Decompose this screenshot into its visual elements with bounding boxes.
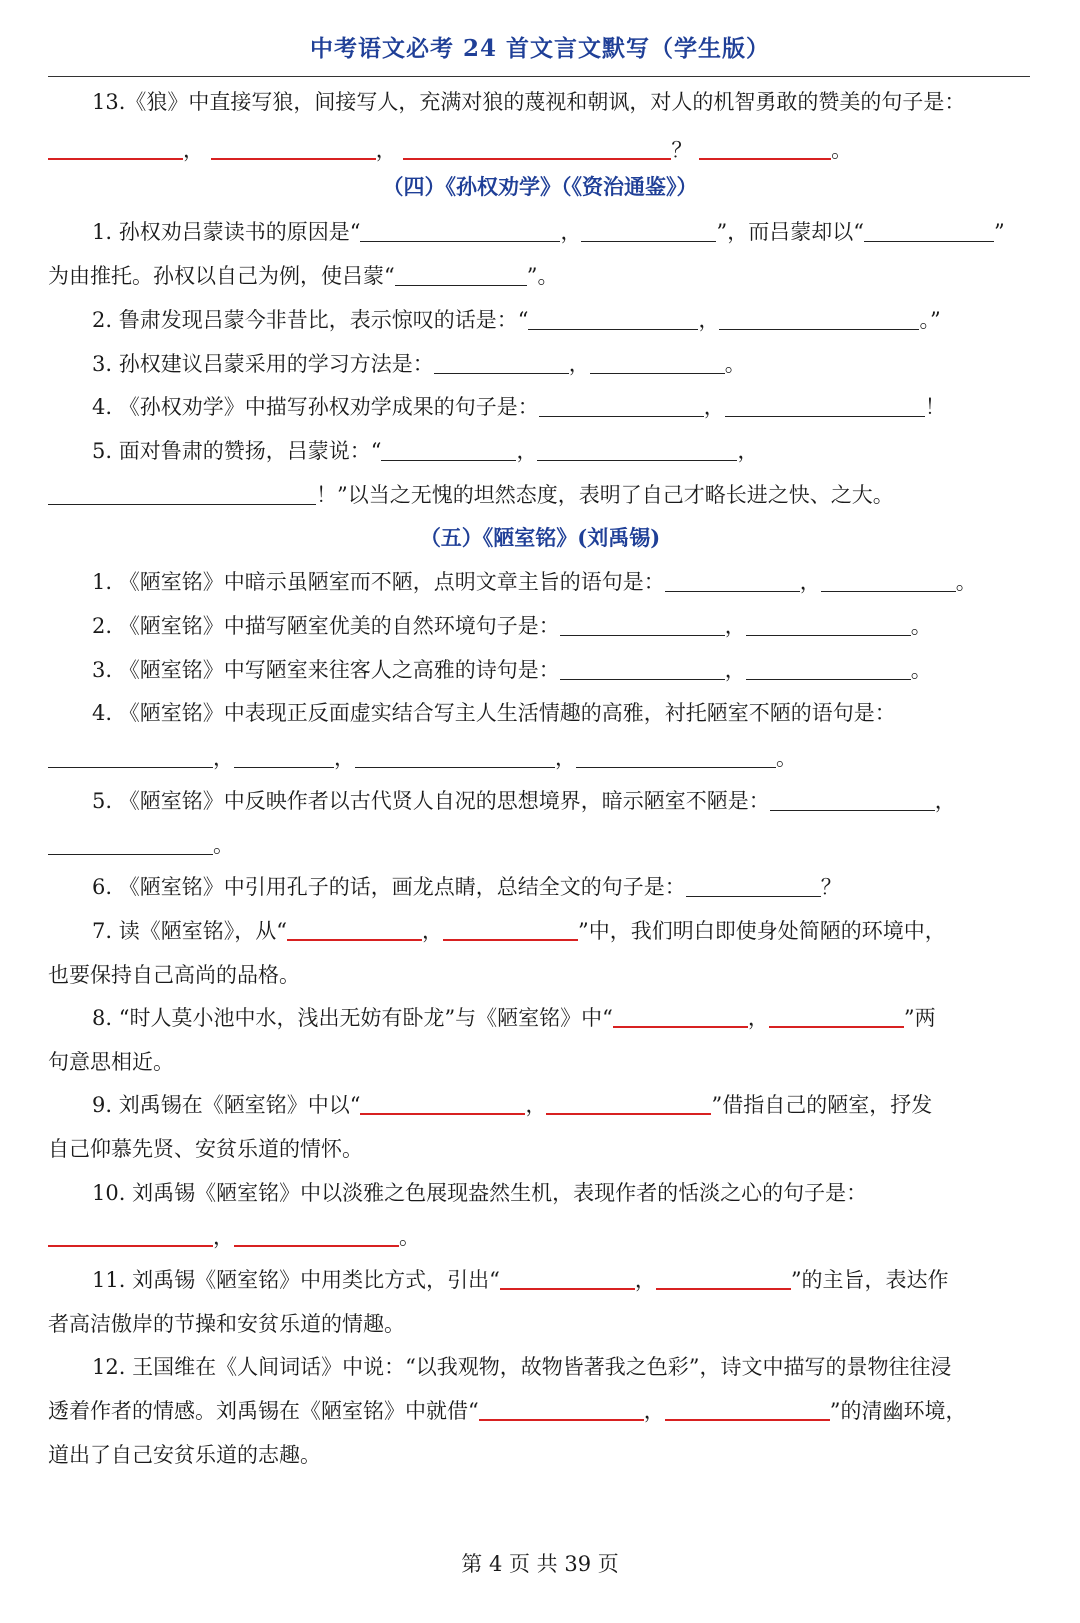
answer-blank[interactable] — [769, 1004, 904, 1028]
s5-question-7-cont: 也要保持自己高尚的品格。 — [48, 963, 300, 987]
s4-question-4: 4. 《孙权劝学》中描写孙权劝学成果的句子是： ， ！ — [92, 395, 946, 419]
answer-blank[interactable] — [746, 657, 911, 680]
answer-blank[interactable] — [355, 745, 555, 768]
answer-blank[interactable] — [725, 394, 925, 417]
s5-question-9: 9. 刘禹锡在《陋室铭》中以“ ， ”借指自己的陋室，抒发 — [92, 1093, 933, 1117]
s5-question-6: 6. 《陋室铭》中引用孔子的话，画龙点睛，总结全文的句子是： ？ — [92, 875, 842, 899]
question-number: 13. — [92, 90, 126, 114]
answer-blank[interactable] — [528, 307, 698, 330]
answer-blank[interactable] — [211, 136, 376, 160]
answer-blank[interactable] — [48, 1223, 213, 1247]
answer-blank[interactable] — [590, 351, 725, 374]
answer-blank[interactable] — [360, 1091, 525, 1115]
answer-blank[interactable] — [234, 1223, 399, 1247]
answer-blank[interactable] — [403, 136, 671, 160]
s5-question-9-cont: 自己仰慕先贤、安贫乐道的情怀。 — [48, 1137, 363, 1161]
question-13-answers: ， ， ？ 。 — [48, 135, 1038, 165]
s5-question-10-answers: ， 。 — [48, 1222, 1038, 1252]
s5-question-11-cont: 者高洁傲岸的节操和安贫乐道的情趣。 — [48, 1312, 405, 1336]
answer-blank[interactable] — [539, 394, 704, 417]
s5-question-12-end: 道出了自己安贫乐道的志趣。 — [48, 1443, 321, 1467]
answer-blank[interactable] — [665, 569, 800, 592]
page-number-footer: 第 4 页 共 39 页 — [461, 1552, 619, 1576]
answer-blank[interactable] — [686, 874, 821, 897]
s5-question-8-cont: 句意思相近。 — [48, 1050, 174, 1074]
question-text: 《狼》中直接写狼，间接写人，充满对狼的蔑视和朝讽，对人的机智勇敢的赞美的句子是： — [125, 90, 966, 114]
answer-blank[interactable] — [287, 917, 422, 941]
answer-blank[interactable] — [360, 219, 560, 242]
answer-blank[interactable] — [560, 613, 725, 636]
answer-blank[interactable] — [613, 1004, 748, 1028]
answer-blank[interactable] — [864, 219, 994, 242]
s4-question-3: 3. 孙权建议吕蒙采用的学习方法是： ， 。 — [92, 352, 746, 376]
answer-blank[interactable] — [719, 307, 919, 330]
answer-blank[interactable] — [48, 832, 213, 855]
s5-question-4-answers: ， ， ， 。 — [48, 743, 1038, 773]
s5-question-1: 1. 《陋室铭》中暗示虽陋室而不陋，点明文章主旨的语句是： ， 。 — [92, 570, 977, 594]
s5-question-8: 8. “时人莫小池中水，浅出无妨有卧龙”与《陋室铭》中“ ， ”两 — [92, 1006, 936, 1030]
answer-blank[interactable] — [546, 1091, 711, 1115]
answer-blank[interactable] — [395, 263, 527, 286]
s5-question-3: 3. 《陋室铭》中写陋室来往客人之高雅的诗句是： ， 。 — [92, 658, 932, 682]
s5-question-5: 5. 《陋室铭》中反映作者以古代贤人自况的思想境界，暗示陋室不陋是： ， — [92, 789, 956, 813]
s5-question-4: 4. 《陋室铭》中表现正反面虚实结合写主人生活情趣的高雅，衬托陋室不陋的语句是： — [92, 701, 896, 725]
answer-blank[interactable] — [443, 917, 578, 941]
answer-blank[interactable] — [821, 569, 956, 592]
answer-blank[interactable] — [234, 745, 334, 768]
answer-blank[interactable] — [656, 1266, 791, 1290]
s4-question-2: 2. 鲁肃发现吕蒙今非昔比，表示惊叹的话是：“ ， 。” — [92, 308, 941, 332]
header-divider — [48, 76, 1030, 77]
s4-question-1-cont: 为由推托。孙权以自己为例，使吕蒙“ ”。 — [48, 264, 559, 288]
section-5-title: （五）《陋室铭》(刘禹锡) — [419, 525, 661, 550]
answer-blank[interactable] — [581, 219, 716, 242]
s4-question-5-cont: ！”以当之无愧的坦然态度，表明了自己才略长进之快、之大。 — [48, 480, 1038, 510]
s4-question-5: 5. 面对鲁肃的赞扬，吕蒙说：“ ， ， — [92, 439, 759, 463]
s5-question-12-cont: 透着作者的情感。刘禹锡在《陋室铭》中就借“ ， ”的清幽环境， — [48, 1399, 967, 1423]
s5-question-7: 7. 读《陋室铭》，从“ ， ”中，我们明白即使身处简陋的环境中， — [92, 919, 946, 943]
s5-question-2: 2. 《陋室铭》中描写陋室优美的自然环境句子是： ， 。 — [92, 614, 932, 638]
s5-question-11: 11. 刘禹锡《陋室铭》中用类比方式，引出“ ， ”的主旨，表达作 — [92, 1268, 949, 1292]
s5-question-10: 10. 刘禹锡《陋室铭》中以淡雅之色展现盎然生机，表现作者的恬淡之心的句子是： — [92, 1181, 868, 1205]
answer-blank[interactable] — [746, 613, 911, 636]
s5-question-5-cont: 。 — [48, 830, 1038, 860]
answer-blank[interactable] — [665, 1397, 830, 1421]
answer-blank[interactable] — [560, 657, 725, 680]
answer-blank[interactable] — [48, 745, 213, 768]
answer-blank[interactable] — [699, 136, 831, 160]
answer-blank[interactable] — [381, 438, 516, 461]
s5-question-12: 12. 王国维在《人间词话》中说：“以我观物，故物皆著我之色彩”，诗文中描写的景物往往浸 — [92, 1355, 952, 1379]
s4-question-1: 1. 孙权劝吕蒙读书的原因是“ ， ”，而吕蒙却以“ ” — [92, 220, 1005, 244]
document-header-title: 中考语文必考 24 首文言文默写（学生版） — [309, 35, 771, 62]
answer-blank[interactable] — [48, 136, 183, 160]
answer-blank[interactable] — [434, 351, 569, 374]
section-4-title: （四）《孙权劝学》（《资治通鉴》） — [382, 174, 698, 199]
answer-blank[interactable] — [48, 482, 316, 505]
answer-blank[interactable] — [770, 788, 935, 811]
question-13 — [48, 87, 1080, 117]
answer-blank[interactable] — [576, 745, 776, 768]
answer-blank[interactable] — [537, 438, 737, 461]
answer-blank[interactable] — [479, 1397, 644, 1421]
answer-blank[interactable] — [500, 1266, 635, 1290]
